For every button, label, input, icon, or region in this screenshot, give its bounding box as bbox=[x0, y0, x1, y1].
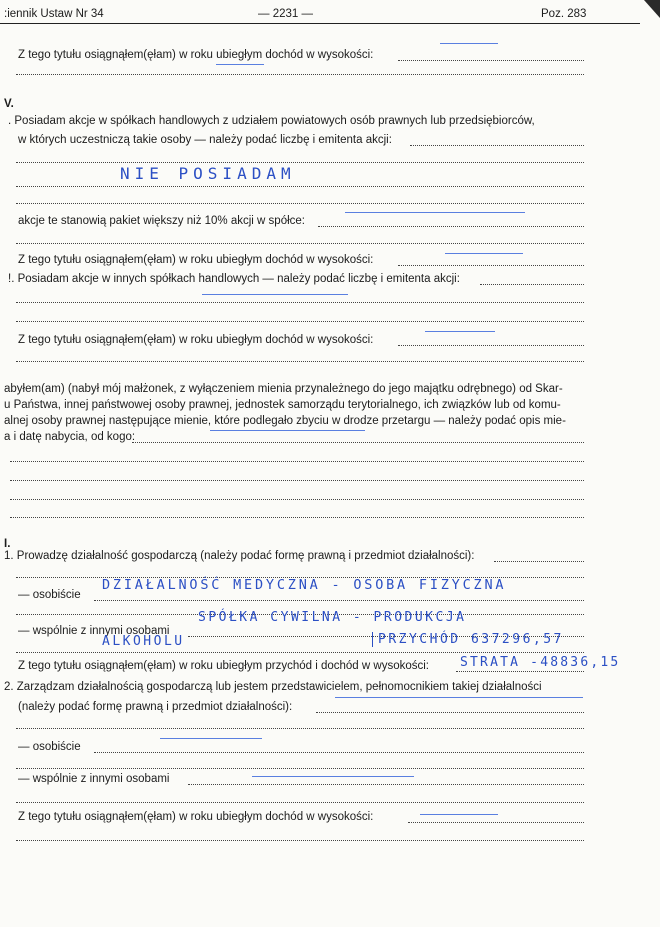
answer-line[interactable] bbox=[10, 461, 584, 462]
management-personally-label: — osobiście bbox=[18, 741, 81, 753]
handwriting-medical-activity: DZIAŁALNOŚĆ MEDYCZNA - OSOBA FIZYCZNA bbox=[102, 577, 507, 593]
income-label: Z tego tytułu osiągnąłem(ęłam) w roku ubiegłym dochód w wysokości: bbox=[18, 334, 374, 346]
section-title-v: V. bbox=[4, 98, 14, 110]
answer-line[interactable] bbox=[16, 840, 584, 841]
shares-field[interactable] bbox=[410, 145, 584, 146]
pen-mark bbox=[160, 738, 262, 739]
revenue-income-field[interactable] bbox=[456, 671, 584, 672]
answer-line[interactable] bbox=[16, 728, 584, 729]
income-label: Z tego tytułu osiągnąłem(ęłam) w roku ubiegłym dochód w wysokości: bbox=[18, 254, 374, 266]
answer-line[interactable] bbox=[16, 243, 584, 244]
pen-mark bbox=[345, 212, 525, 213]
answer-line[interactable] bbox=[16, 74, 584, 75]
shares-package-field[interactable] bbox=[318, 226, 584, 227]
pen-mark bbox=[420, 814, 498, 815]
answer-line[interactable] bbox=[16, 802, 584, 803]
position-number: Poz. 283 bbox=[541, 8, 587, 20]
shares-package-label: akcje te stanowią pakiet większy niż 10% akcji w spółce: bbox=[18, 215, 305, 227]
handwriting-loss: STRATA -48836,15 bbox=[460, 655, 621, 670]
pen-mark bbox=[425, 331, 495, 332]
management-income-label: Z tego tytułu osiągnąłem(ęłam) w roku ubiegłym dochód w wysokości: bbox=[18, 811, 374, 823]
handwriting-not-owned: NIE POSIADAM bbox=[120, 164, 296, 183]
property-question-line3: alnej osoby prawnej następujące mienie, które podlegało zbyciu w drodze przetargu — należy podać opis mie- bbox=[4, 415, 566, 427]
management-field[interactable] bbox=[316, 712, 584, 713]
answer-line[interactable] bbox=[10, 499, 584, 500]
handwriting-partnership: SPÓŁKA CYWILNA - PRODUKCJA bbox=[198, 610, 467, 625]
income-field[interactable] bbox=[398, 345, 584, 346]
pen-mark bbox=[252, 776, 414, 777]
handwriting-alcohol: ALKOHOLU bbox=[102, 634, 185, 649]
answer-line[interactable] bbox=[10, 480, 584, 481]
pen-underline bbox=[335, 697, 583, 698]
management-question-line1: 2. Zarządzam działalnością gospodarczą lub jestem przedstawicielem, pełnomocnikiem takiej działalności bbox=[4, 681, 542, 693]
income-label-top: Z tego tytułu osiągnąłem(ęłam) w roku ubiegłym dochód w wysokości: bbox=[18, 49, 374, 61]
answer-line[interactable] bbox=[16, 186, 584, 187]
answer-line[interactable] bbox=[16, 162, 584, 163]
property-question-line2: u Państwa, innej państwowej osoby prawnej, jednostek samorządu terytorialnego, ich związków lub od komu- bbox=[4, 399, 561, 411]
section-title-business: I. bbox=[4, 538, 11, 550]
property-question-line1: abyłem(am) (nabył mój małżonek, z wyłączeniem mienia przynależnego do jego majątku odrębnego) od Skar- bbox=[4, 383, 563, 395]
business-field[interactable] bbox=[494, 561, 584, 562]
pen-mark bbox=[440, 43, 498, 44]
business-question: 1. Prowadzę działalność gospodarczą (należy podać formę prawną i przedmiot działalności): bbox=[4, 550, 475, 562]
answer-line[interactable] bbox=[10, 517, 584, 518]
other-shares-question: !. Posiadam akcje w innych spółkach handlowych — należy podać liczbę i emitenta akcji: bbox=[8, 273, 460, 285]
pen-underline bbox=[202, 294, 348, 295]
page-number: — 2231 — bbox=[258, 8, 313, 20]
personally-label: — osobiście bbox=[18, 589, 81, 601]
shares-question-line1: . Posiadam akcje w spółkach handlowych z udziałem powiatowych osób prawnych lub przedsiębiorców, bbox=[8, 115, 535, 127]
management-jointly-label: — wspólnie z innymi osobami bbox=[18, 773, 170, 785]
other-shares-field[interactable] bbox=[480, 284, 584, 285]
answer-line[interactable] bbox=[16, 302, 584, 303]
management-question-line2: (należy podać formę prawną i przedmiot działalności): bbox=[18, 701, 293, 713]
management-income-field[interactable] bbox=[408, 822, 584, 823]
handwriting-revenue: PRZYCHÓD 637296,57 bbox=[372, 632, 564, 647]
answer-line[interactable] bbox=[16, 361, 584, 362]
shares-question-line2: w których uczestniczą takie osoby — należy podać liczbę i emitenta akcji: bbox=[18, 134, 392, 146]
pen-underline bbox=[216, 64, 264, 65]
property-field[interactable] bbox=[132, 442, 584, 443]
answer-line[interactable] bbox=[16, 203, 584, 204]
answer-line[interactable] bbox=[16, 768, 584, 769]
answer-line[interactable] bbox=[16, 652, 584, 653]
property-question-line4: a i datę nabycia, od kogo: bbox=[4, 431, 136, 443]
pen-mark bbox=[445, 253, 523, 254]
income-field-top[interactable] bbox=[398, 60, 584, 61]
answer-line[interactable] bbox=[16, 321, 584, 322]
personally-field[interactable] bbox=[94, 600, 584, 601]
income-field[interactable] bbox=[398, 265, 584, 266]
pen-underline bbox=[210, 430, 365, 431]
management-personally-field[interactable] bbox=[94, 752, 584, 753]
header-rule bbox=[0, 23, 640, 24]
page-corner-mark bbox=[644, 0, 660, 18]
revenue-income-label: Z tego tytułu osiągnąłem(ęłam) w roku ubiegłym przychód i dochód w wysokości: bbox=[18, 660, 429, 672]
jointly-label: — wspólnie z innymi osobami bbox=[18, 625, 170, 637]
management-jointly-field[interactable] bbox=[188, 784, 584, 785]
journal-title: :iennik Ustaw Nr 34 bbox=[4, 8, 104, 20]
